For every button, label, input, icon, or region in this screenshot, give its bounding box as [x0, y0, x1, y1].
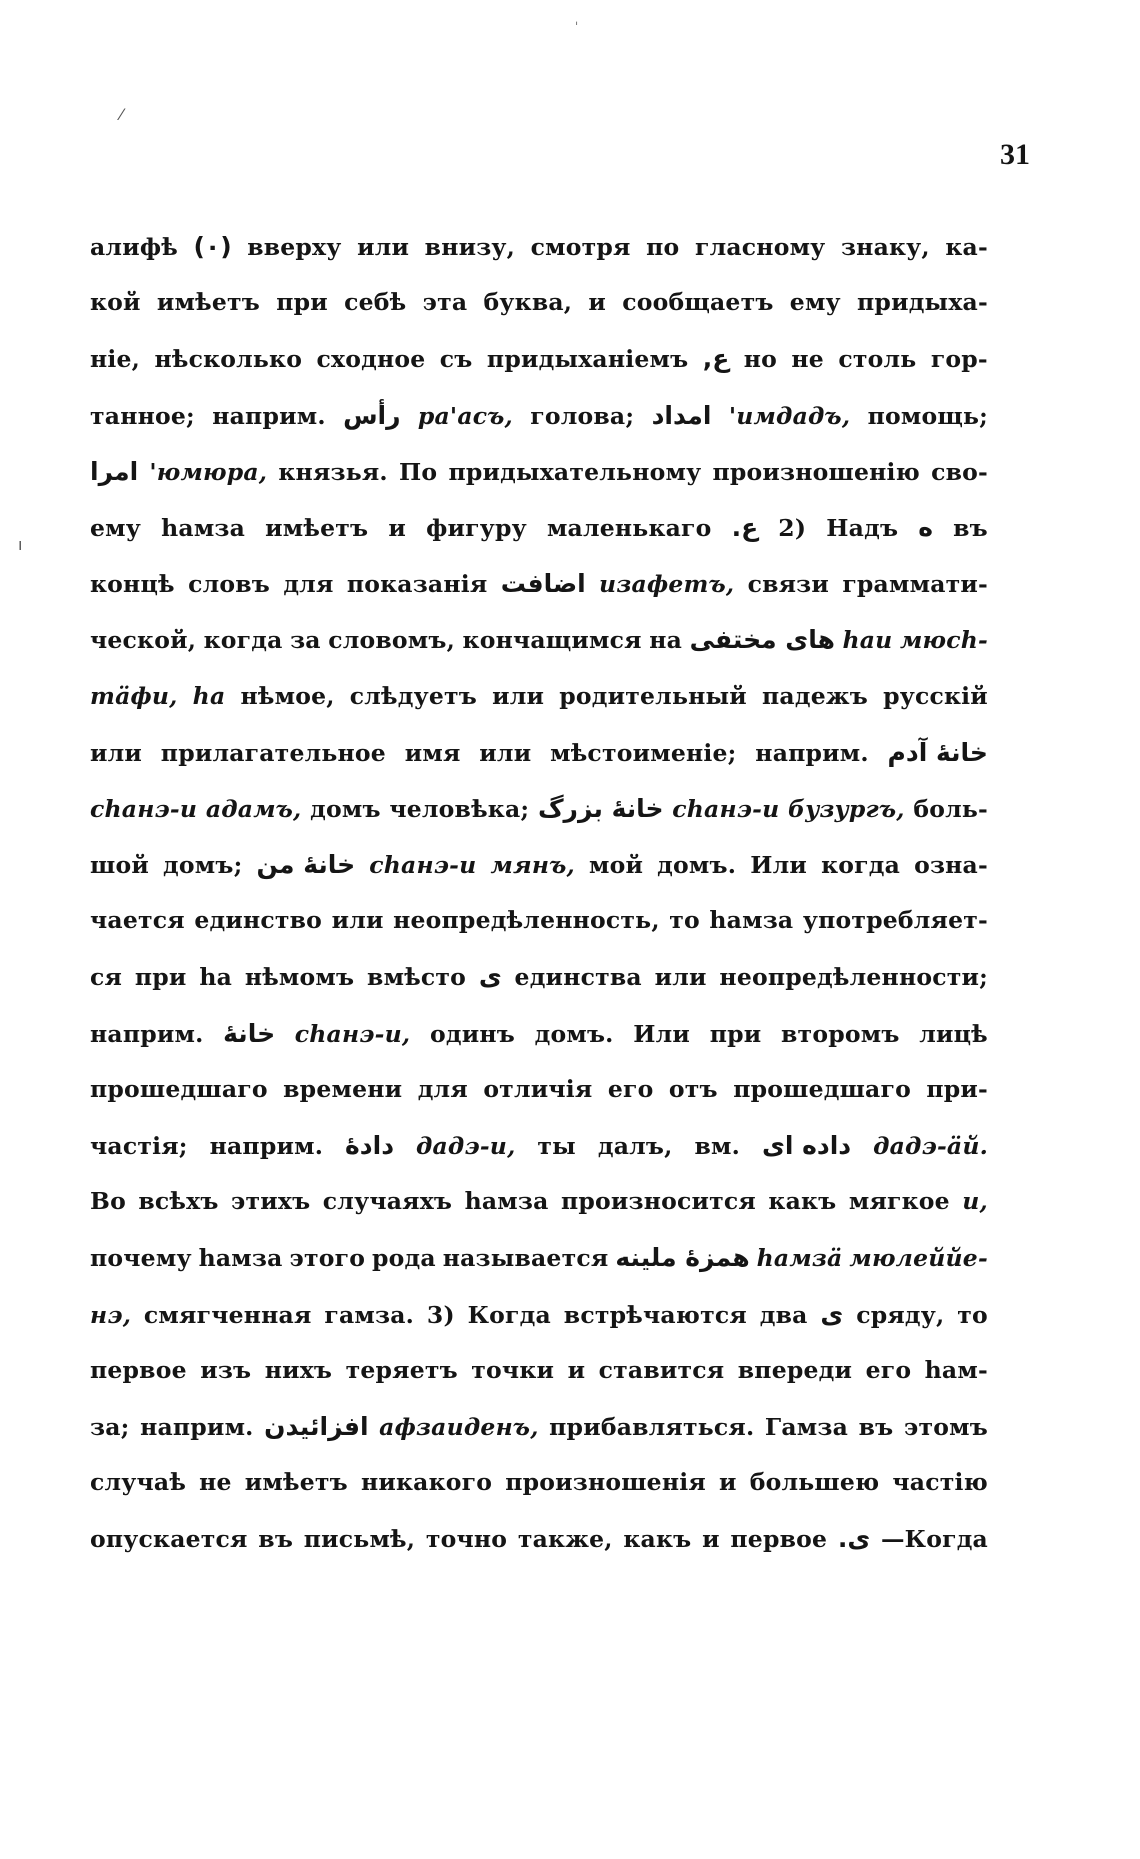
word: hамзä	[756, 1244, 843, 1273]
word: прошедшаго	[733, 1074, 911, 1103]
word: родительный	[559, 681, 747, 710]
word: при	[276, 288, 328, 317]
word: въ	[258, 1525, 294, 1554]
text-line	[90, 738, 988, 794]
word: наприм.	[90, 1019, 204, 1048]
text-line	[90, 794, 988, 850]
word: этихъ	[231, 1187, 311, 1216]
word: Или	[633, 1019, 691, 1048]
word: вверху	[247, 233, 342, 261]
word: лицѣ	[919, 1019, 988, 1048]
word: по	[646, 233, 680, 261]
text-line	[90, 1243, 988, 1299]
word: придыханіемъ	[486, 345, 689, 374]
word: hамза	[709, 906, 794, 935]
text-line	[90, 232, 988, 288]
word: второмъ	[781, 1019, 900, 1048]
word: этого	[289, 1244, 366, 1273]
word: когда	[203, 626, 283, 655]
word: 'юмюра,	[149, 457, 268, 486]
word: ческой,	[90, 626, 197, 655]
word: Или	[750, 851, 808, 880]
word: смягченная	[143, 1300, 312, 1329]
word: столь	[838, 345, 917, 374]
word: мой	[588, 851, 644, 880]
word: домъ.	[534, 1019, 614, 1048]
word: маленькаго	[546, 513, 712, 542]
word: нѣмомъ	[244, 963, 355, 992]
word: ставится	[598, 1355, 725, 1384]
word: точно	[425, 1525, 508, 1554]
word: то	[957, 1300, 988, 1329]
arabic-word: رأس	[343, 400, 401, 430]
word: мягкое	[848, 1187, 950, 1216]
word: также,	[517, 1525, 613, 1554]
text-line	[90, 513, 988, 569]
word: этомъ	[903, 1412, 988, 1441]
word: но	[743, 345, 778, 374]
word: первое	[90, 1355, 187, 1384]
arabic-word: افزائيدن	[264, 1411, 369, 1441]
word: мянъ,	[490, 851, 575, 880]
word: буква,	[483, 288, 573, 317]
word: сходное	[316, 345, 426, 374]
word: наприм.	[140, 1412, 254, 1441]
word: на	[649, 626, 683, 655]
word: дадэ-äй.	[873, 1132, 988, 1160]
word: Надъ	[826, 513, 899, 542]
word: вм.	[694, 1132, 741, 1160]
word: По	[398, 457, 438, 486]
word: случаяхъ	[322, 1187, 453, 1216]
word: сhанэ-и	[672, 794, 780, 823]
word: гамза.	[324, 1300, 415, 1329]
word: при-	[926, 1074, 988, 1103]
word: его	[607, 1074, 654, 1103]
word: встрѣчаются	[563, 1300, 747, 1329]
word: прошедшаго	[90, 1074, 268, 1103]
word: сряду,	[856, 1300, 945, 1329]
word: кончащимся	[462, 626, 642, 655]
word: или	[654, 963, 707, 992]
word: связи	[747, 570, 829, 599]
word: кой	[90, 288, 141, 317]
word: не	[791, 345, 824, 374]
word: точки	[471, 1355, 555, 1384]
word: какъ	[623, 1525, 692, 1554]
word: нѣмое,	[240, 681, 335, 710]
text-line	[90, 1075, 988, 1131]
word: hамза	[161, 513, 246, 542]
word: частія;	[90, 1132, 188, 1160]
word: hа	[192, 681, 226, 710]
word: въ	[858, 1412, 894, 1441]
word: произношенію	[712, 457, 920, 486]
word: единство	[194, 906, 323, 935]
word: сообщаетъ	[622, 288, 774, 317]
word: концѣ	[90, 570, 175, 599]
word: когда	[821, 851, 901, 880]
word: отъ	[668, 1074, 718, 1103]
word: первое	[730, 1525, 828, 1554]
word: употребляет-	[802, 906, 988, 935]
text-line	[90, 1131, 988, 1187]
text-line	[90, 1412, 988, 1468]
word: словомъ,	[328, 626, 456, 655]
arabic-word: خانهٔ من	[256, 850, 356, 880]
text-line	[90, 1356, 988, 1412]
word: ему	[789, 288, 841, 317]
arabic-word: ى.	[837, 1524, 871, 1554]
word: имѣетъ	[265, 513, 369, 542]
word: не	[199, 1468, 232, 1497]
word: боль-	[913, 794, 988, 823]
word: ся	[90, 963, 123, 992]
word: имя	[404, 738, 461, 767]
word: времени	[283, 1074, 403, 1103]
arabic-word: ى	[820, 1299, 844, 1329]
word: при	[709, 1019, 762, 1048]
word: и	[719, 1468, 737, 1497]
word: показанія	[346, 570, 488, 599]
word: опускается	[90, 1525, 248, 1554]
word: Гамза	[764, 1412, 849, 1441]
word: имѣетъ	[244, 1468, 348, 1497]
word: hа	[199, 963, 233, 992]
word: наприм.	[755, 738, 869, 767]
word: и	[388, 513, 406, 542]
word: для	[417, 1074, 468, 1103]
margin-mark: ı	[18, 535, 23, 554]
word: то	[669, 906, 700, 935]
word: ра'асъ,	[417, 401, 513, 430]
text-line	[90, 1468, 988, 1524]
word: и,	[962, 1187, 988, 1216]
text-line	[90, 1187, 988, 1243]
word: имѣетъ	[156, 288, 261, 317]
word: голова;	[530, 401, 635, 430]
word: ему	[90, 513, 142, 542]
word: словъ	[188, 570, 270, 599]
margin-mark: ˌ	[575, 12, 579, 26]
arabic-word: خانهٔ بزرگ	[537, 793, 664, 823]
word: частію	[892, 1468, 988, 1497]
word: себѣ	[344, 288, 407, 317]
word: князья.	[278, 457, 388, 486]
word: ніе,	[90, 345, 141, 374]
word: одинъ	[429, 1019, 515, 1048]
word: при	[134, 963, 187, 992]
word: какъ	[768, 1187, 837, 1216]
text-line	[90, 1300, 988, 1356]
text-line	[90, 962, 988, 1018]
word: hамза	[198, 1244, 283, 1273]
word: русскій	[883, 681, 988, 710]
word: изъ	[200, 1355, 252, 1384]
margin-mark: ⁄	[120, 105, 123, 124]
word: впереди	[737, 1355, 853, 1384]
word: сhанэ-и,	[294, 1019, 411, 1048]
word: домъ;	[163, 851, 243, 880]
arabic-word: ع,	[702, 344, 730, 374]
word: Во	[90, 1187, 126, 1216]
word: озна-	[914, 851, 988, 880]
word: письмѣ,	[303, 1525, 416, 1554]
text-line	[90, 682, 988, 738]
word: наприм.	[212, 401, 326, 430]
word: прилагательное	[160, 738, 386, 767]
word: 2)	[778, 513, 807, 542]
word: случаѣ	[90, 1468, 187, 1497]
arabic-word: داده اى	[761, 1131, 852, 1160]
word: единства	[514, 963, 642, 992]
text-line	[90, 625, 988, 681]
word: чается	[90, 906, 185, 935]
word: произношенія	[505, 1468, 706, 1497]
word: знаку,	[840, 233, 930, 261]
word: тäфи,	[90, 681, 178, 710]
word: человѣка;	[389, 794, 530, 823]
word: мюлеййе-	[849, 1244, 988, 1273]
page-number: 31	[1000, 138, 1030, 171]
word: эта	[422, 288, 468, 317]
arabic-word: همزهٔ ملينه	[615, 1243, 750, 1273]
text-line	[90, 1524, 988, 1580]
word: алифѣ	[90, 233, 178, 261]
word: домъ	[310, 794, 381, 823]
word: всѣхъ	[138, 1187, 219, 1216]
word: наприм.	[209, 1132, 324, 1160]
word: теряетъ	[345, 1355, 458, 1384]
arabic-word: ى	[478, 962, 502, 992]
word: за;	[90, 1412, 130, 1441]
word: мѣстоименіе;	[550, 738, 737, 767]
word: или	[90, 738, 143, 767]
word: далъ,	[597, 1132, 673, 1160]
word: изафетъ,	[599, 570, 735, 599]
arabic-word: هاى مختفى	[689, 625, 835, 655]
word: или	[331, 906, 384, 935]
word: Когда	[467, 1300, 551, 1329]
word: за	[290, 626, 321, 655]
word: танное;	[90, 401, 195, 430]
word: домъ.	[657, 851, 737, 880]
word: вмѣсто	[367, 963, 467, 992]
word: слѣдуетъ	[349, 681, 478, 710]
text-line	[90, 906, 988, 962]
word: нихъ	[264, 1355, 333, 1384]
word: hаи	[842, 626, 893, 655]
word: или	[357, 233, 410, 261]
word: съ	[439, 345, 473, 374]
text-line	[90, 401, 988, 457]
word: ка-	[945, 233, 988, 261]
word: мюсh-	[899, 626, 988, 655]
word: или	[479, 738, 532, 767]
word: бузургъ,	[788, 794, 905, 823]
word: hам-	[924, 1355, 988, 1384]
word: или	[492, 681, 545, 710]
text-line	[90, 850, 988, 906]
word: фигуру	[426, 513, 527, 542]
word: и	[567, 1355, 586, 1384]
word: смотря	[530, 233, 631, 261]
text-line	[90, 569, 988, 625]
word: неопредѣленности;	[719, 963, 988, 992]
word: дадэ-и,	[415, 1132, 516, 1160]
word: рода	[371, 1244, 436, 1273]
arabic-word: ع.	[731, 512, 759, 542]
word: шой	[90, 851, 149, 880]
arabic-word: دادهٔ	[345, 1131, 395, 1160]
word: произносится	[560, 1187, 756, 1216]
word: внизу,	[424, 233, 516, 261]
arabic-word: اضافت	[500, 569, 586, 599]
word: и	[588, 288, 607, 317]
word: большею	[749, 1468, 880, 1497]
text-line	[90, 457, 988, 513]
word: никакого	[360, 1468, 493, 1497]
word: его	[865, 1355, 912, 1384]
word: гор-	[930, 345, 988, 374]
word: нэ,	[90, 1300, 132, 1329]
arabic-word: ه	[918, 512, 934, 542]
word: придыхательному	[448, 457, 702, 486]
word: сhанэ-и	[90, 794, 198, 823]
word: два	[759, 1300, 808, 1329]
arabic-word: (٠)	[193, 232, 232, 261]
word: —Когда	[880, 1525, 988, 1554]
text-line	[90, 288, 988, 344]
word: сво-	[931, 457, 988, 486]
text-line	[90, 1019, 988, 1075]
body-text	[90, 232, 988, 1581]
word: гласному	[694, 233, 826, 261]
word: почему	[90, 1244, 192, 1273]
word: нѣсколько	[154, 345, 303, 374]
word: прибавляться.	[549, 1412, 755, 1441]
word: ты	[537, 1132, 576, 1160]
word: въ	[953, 513, 988, 542]
word: 'имдадъ,	[728, 401, 851, 430]
arabic-word: امرا	[90, 456, 139, 486]
word: падежъ	[762, 681, 868, 710]
word: афзаиденъ,	[379, 1412, 539, 1441]
arabic-word: خانهٔ آدم	[887, 737, 988, 767]
word: hамза	[464, 1187, 549, 1216]
word: сhанэ-и	[369, 851, 477, 880]
word: помощь;	[867, 401, 988, 430]
word: 3)	[426, 1300, 455, 1329]
word: отличія	[483, 1074, 593, 1103]
word: адамъ,	[205, 794, 302, 823]
word: и	[702, 1525, 720, 1554]
word: называется	[442, 1244, 609, 1273]
arabic-word: خانهٔ	[223, 1018, 276, 1048]
word: для	[283, 570, 334, 599]
word: граммати-	[842, 570, 988, 599]
arabic-word: امداد	[651, 400, 712, 430]
word: неопредѣленность,	[393, 906, 660, 935]
text-line	[90, 344, 988, 400]
word: придыха-	[857, 288, 988, 317]
